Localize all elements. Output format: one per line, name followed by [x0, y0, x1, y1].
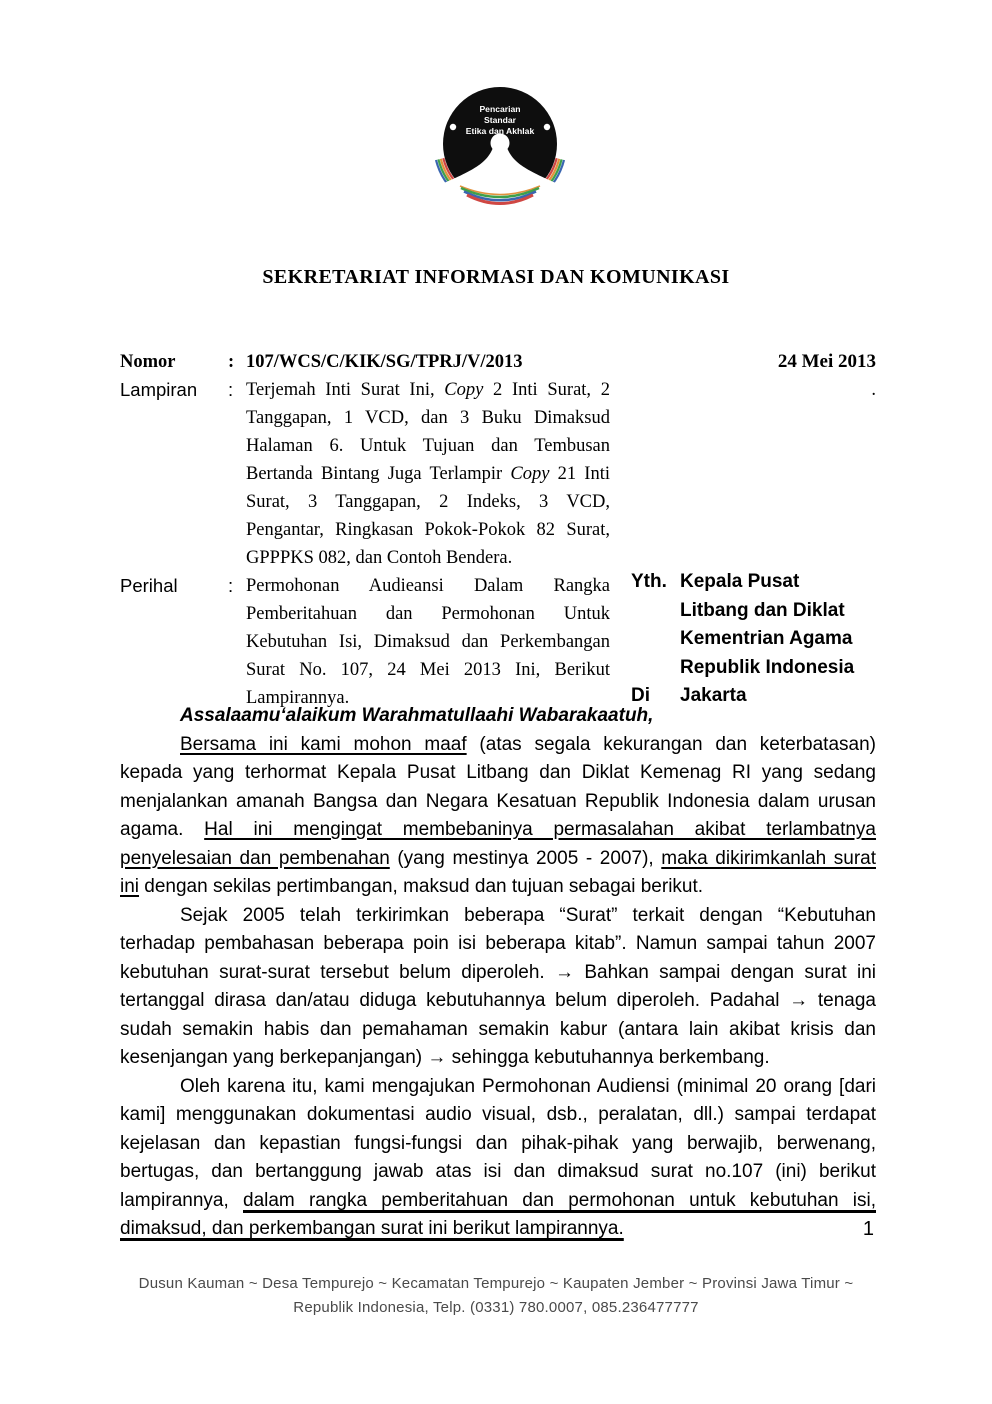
- addressee-name-4: Republik Indonesia: [680, 656, 855, 678]
- perihal-label: Perihal: [120, 575, 178, 596]
- addressee-block: [631, 568, 881, 711]
- footer-line-2: Republik Indonesia, Telp. (0331) 780.0007, 085.236477777: [293, 1299, 699, 1316]
- logo-dot-left: [450, 124, 456, 130]
- letterhead-title: SEKRETARIAT INFORMASI DAN KOMUNIKASI: [262, 266, 730, 288]
- logo-text-line3: Etika dan Akhlak: [465, 126, 535, 136]
- organization-logo: [426, 84, 574, 222]
- footer-line-1: Dusun Kauman ~ Desa Tempurejo ~ Kecamatan Tempurejo ~ Kaupaten Jember ~ Provinsi Jawa Timur ~: [138, 1275, 854, 1292]
- letter-body: [120, 702, 876, 1244]
- perihal-value: Permohonan Audieansi Dalam Rangka Pemberitahuan dan Permohonan Untuk Kebutuhan Isi, Dimaksud dan Perkembangan Surat No. 107, 24 Mei 2013 Ini, Berikut Lampirannya.: [246, 576, 610, 708]
- nomor-value: 107/WCS/C/KIK/SG/TPRJ/V/2013: [246, 352, 523, 372]
- footer-address: [0, 1272, 992, 1320]
- addressee-name-3: Kementrian Agama: [680, 628, 853, 649]
- addressee-name-2: Litbang dan Diklat: [680, 599, 845, 621]
- logo-disc-icon: [426, 84, 574, 222]
- paragraph-3: Oleh karena itu, kami mengajukan Permohonan Audiensi (minimal 20 orang [dari kami] menggunakan dokumentasi audio visual, dsb., peralatan, dll.) sampai terdapat kejelasan dan kepastian fungsi-fungsi dan pihak-pihak yang berwajib, berwenang, bertugas, dan bertanggung jawab atas isi dan dimaksud surat no.107 (ini) berikut lampirannya, dalam rangka pemberitahuan dan permohonan untuk kebutuhan isi, dimaksud, dan perkembangan surat ini berikut lampirannya.: [120, 1075, 876, 1239]
- logo-dot-right: [544, 124, 550, 130]
- paragraph-2: Sejak 2005 telah terkirimkan beberapa “Surat” terkait dengan “Kebutuhan terhadap pembahasan beberapa poin isi beberapa kitab”. Namun sampai tahun 2007 kebutuhan surat-surat tersebut belum diperoleh. → Bahkan sampai dengan surat ini tertanggal dirasa dan/atau diduga kebutuhannya belum diperoleh. Padahal → tenaga sudah semakin habis dan pemahaman semakin kabur (antara lain akibat krisis dan kesenjangan yang berkepanjangan) → sehingga kebutuhannya berkembang.: [120, 904, 876, 1068]
- lampiran-label: Lampiran: [120, 379, 198, 400]
- addressee-city: Jakarta: [680, 685, 747, 706]
- addressee-city-prefix: Di: [631, 685, 650, 706]
- paragraph-1: Bersama ini kami mohon maaf (atas segala kekurangan dan keterbatasan) kepada yang terhormat Kepala Pusat Litbang dan Diklat Kemenag RI yang sedang menjalankan amanah Bangsa dan Negara Kesatuan Republik Indonesia dalam urusan agama. Hal ini mengingat membebaninya permasalahan akibat terlambatnya penyelesaian dan pembenahan (yang mestinya 2005 - 2007), maka dikirimkanlah surat ini dengan sekilas pertimbangan, maksud dan tujuan sebagai berikut.: [120, 733, 877, 897]
- nomor-row: [120, 348, 876, 376]
- nomor-colon: :: [228, 352, 235, 372]
- logo-text-line1: Pencarian: [479, 104, 521, 114]
- page-number: 1: [862, 1218, 874, 1240]
- perihal-colon: :: [228, 575, 234, 596]
- lampiran-colon: :: [228, 379, 234, 400]
- lampiran-row: [120, 376, 876, 572]
- nomor-label: Nomor: [120, 352, 176, 372]
- addressee-line: [631, 568, 881, 597]
- addressee-name-1: Kepala Pusat: [680, 571, 800, 592]
- letter-date: 24 Mei 2013: [777, 351, 876, 372]
- stray-period: .: [871, 380, 876, 400]
- lampiran-value: Terjemah Inti Surat Ini, Copy 2 Inti Surat, 2 Tanggapan, 1 VCD, dan 3 Buku Dimaksud Halaman 6. Untuk Tujuan dan Tembusan Bertanda Bintang Juga Terlampir Copy 21 Inti Surat, 3 Tanggapan, 2 Indeks, 3 VCD, Pengantar, Ringkasan Pokok-Pokok 82 Surat, GPPPKS 082, dan Contoh Bendera.: [246, 380, 610, 568]
- islamic-greeting: Assalaamu‘alaikum Warahmatullaahi Wabarakaatuh,: [180, 705, 654, 726]
- addressee-salute-prefix: Yth.: [631, 571, 667, 592]
- logo-text-line2: Standar: [484, 115, 516, 125]
